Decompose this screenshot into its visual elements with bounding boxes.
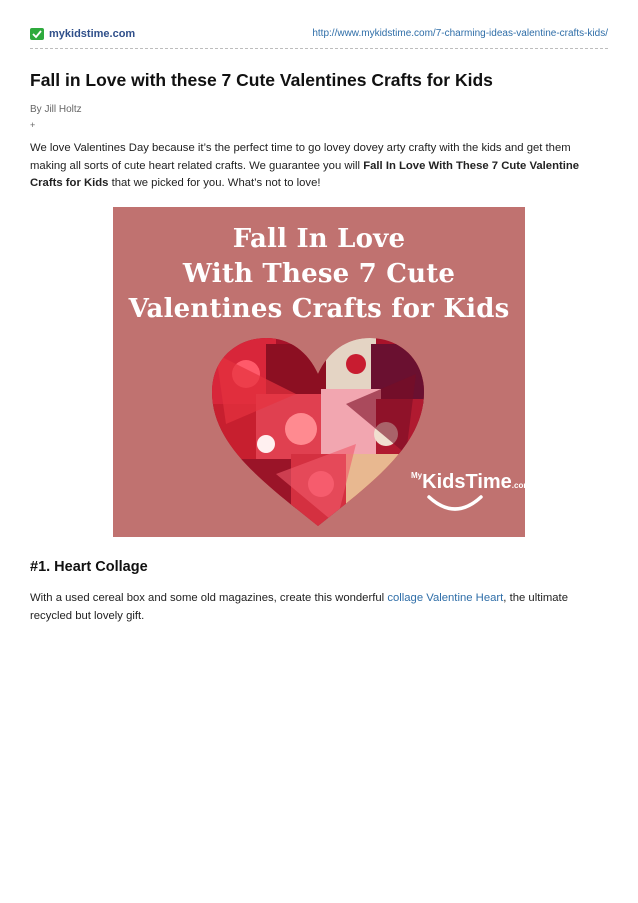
intro-paragraph <box>30 140 605 193</box>
hero-title-line-1: Fall In Love <box>232 224 406 254</box>
intro-text-end: that we picked for you. What’s not to love! <box>108 177 321 189</box>
collage-valentine-heart-link[interactable]: collage Valentine Heart <box>387 592 504 604</box>
site-link[interactable] <box>30 28 135 40</box>
checkmark-badge-icon <box>30 28 44 40</box>
article-url-link[interactable]: http://www.mykidstime.com/7-charming-ideas-valentine-crafts-kids/ <box>312 28 608 39</box>
hero-title-line-2: With These 7 Cute <box>182 259 456 289</box>
intro-text-start: We love Valentines Day because it’s the perfect time to go lovey dovey arty crafty with the kids and get them making all sorts of cute heart related crafts. We guarantee you will <box>30 142 571 172</box>
site-name: mykidstime.com <box>49 28 136 40</box>
section-paragraph-heart-collage <box>30 590 605 625</box>
hero-title-line-3: Valentines Crafts for Kids <box>128 294 510 324</box>
byline: By Jill Holtz <box>30 104 82 115</box>
brand-my-text: My <box>411 471 423 480</box>
section-text-start: With a used cereal box and some old magazines, create this wonderful <box>30 592 388 604</box>
section-text-end: , the ultimate recycled but lovely gift. <box>30 592 568 622</box>
page-header <box>30 28 608 49</box>
plus-marker: + <box>30 120 36 130</box>
article-title: Fall in Love with these 7 Cute Valentines Crafts for Kids <box>30 70 493 90</box>
section-heading-heart-collage: #1. Heart Collage <box>30 559 148 575</box>
hero-image <box>113 207 531 537</box>
brand-kidstime-text: KidsTime <box>422 471 512 493</box>
brand-com-text: .com <box>511 481 531 490</box>
intro-bold-text: Fall In Love With These 7 Cute Valentine Crafts for Kids <box>30 159 580 189</box>
smile-icon <box>425 493 485 515</box>
mykidstime-logo <box>411 471 530 494</box>
collage-heart-image <box>206 334 430 530</box>
